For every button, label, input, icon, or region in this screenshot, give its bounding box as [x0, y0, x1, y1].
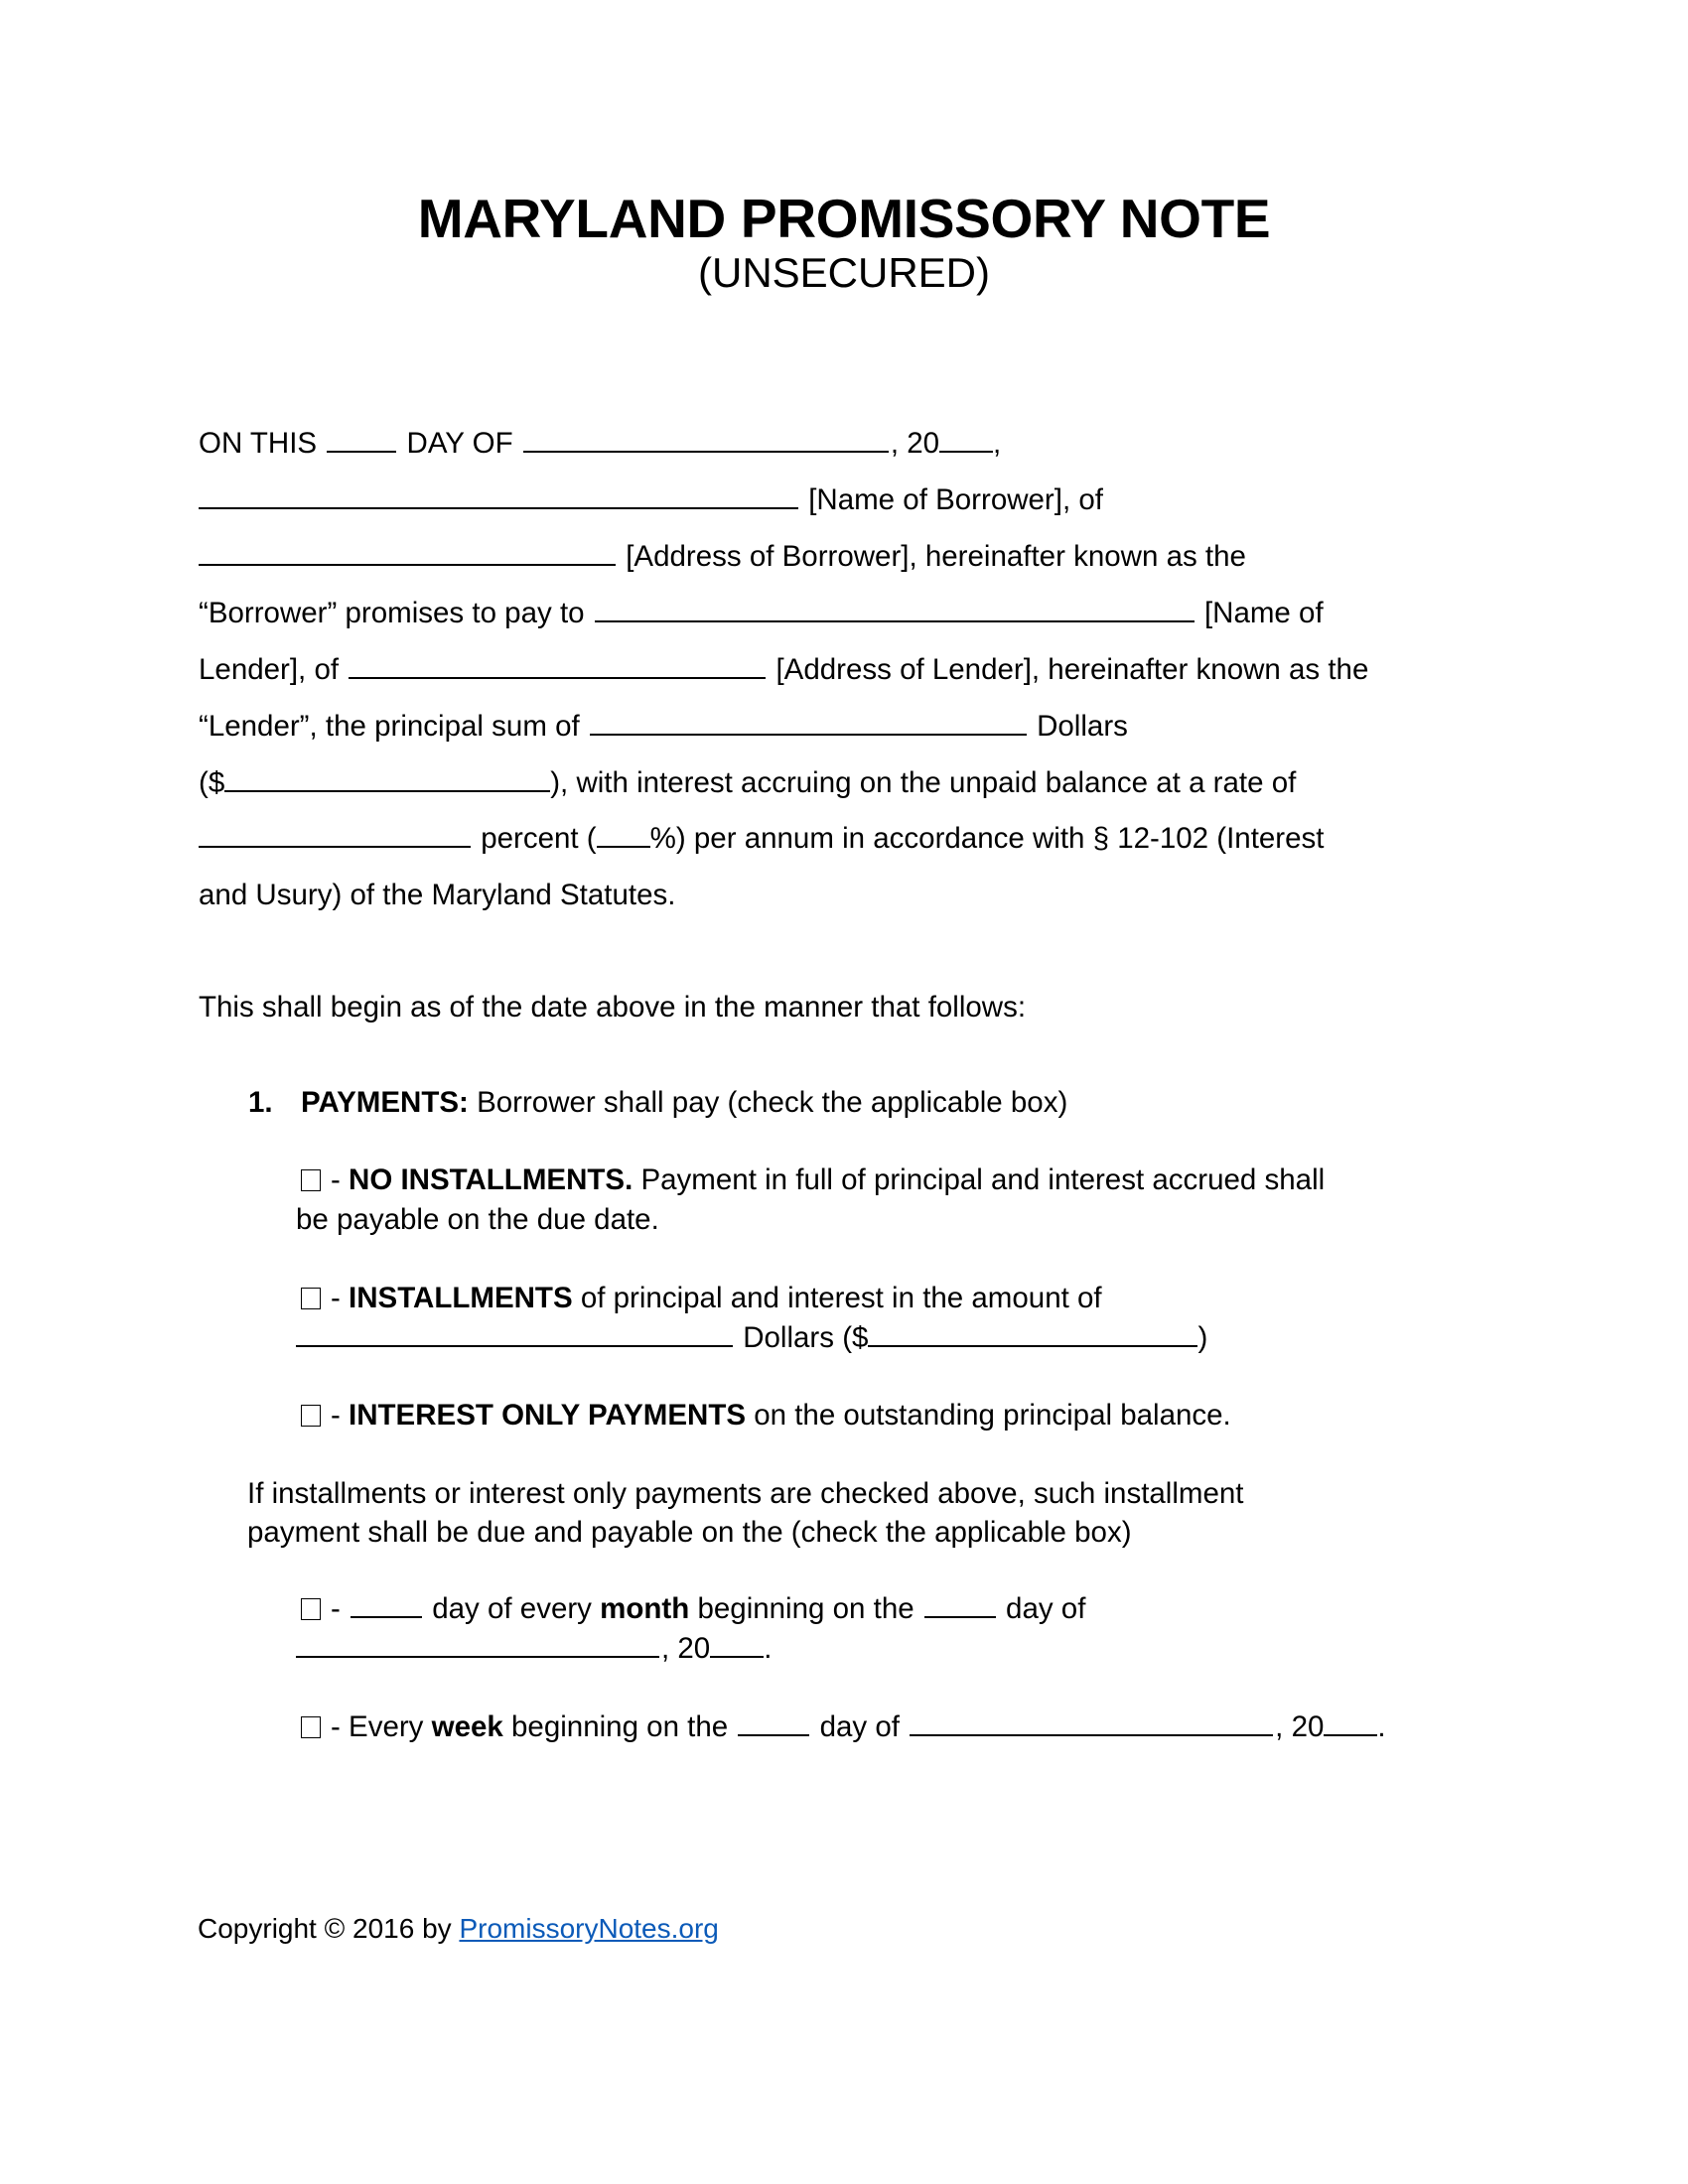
option-text: day of	[1006, 1592, 1086, 1625]
year-blank[interactable]	[939, 427, 993, 453]
intro-text: %) per annum in accordance with § 12-102 (Interest	[649, 822, 1325, 855]
option-label: week	[431, 1710, 503, 1743]
option-text: , 20	[661, 1632, 711, 1665]
intro-text: , 20	[890, 427, 940, 460]
intro-text: Lender], of	[199, 653, 340, 686]
intro-text: “Lender”, the principal sum of	[199, 710, 580, 743]
option-text: , 20	[1275, 1710, 1325, 1743]
intro-text: ON THIS	[199, 427, 318, 460]
intro-text: “Borrower” promises to pay to	[199, 597, 585, 629]
interest-only-checkbox[interactable]	[301, 1405, 321, 1427]
installment-amount-blank[interactable]	[868, 1321, 1197, 1347]
intro-line-7	[199, 766, 1296, 800]
copyright-text: Copyright © 2016 by	[198, 1913, 452, 1944]
weekly-checkbox[interactable]	[301, 1716, 321, 1738]
section-text: Borrower shall pay (check the applicable box)	[477, 1086, 1068, 1119]
intro-text: [Name of	[1203, 597, 1324, 629]
rate-words-blank[interactable]	[199, 822, 471, 848]
option-interest-only	[301, 1399, 1231, 1433]
dash: -	[331, 1282, 341, 1314]
weekly-day-blank[interactable]	[738, 1710, 809, 1736]
section-heading: PAYMENTS:	[301, 1086, 469, 1119]
intro-text: Dollars	[1037, 710, 1128, 743]
schedule-weekly	[301, 1710, 1386, 1744]
option-label: INSTALLMENTS	[349, 1282, 573, 1314]
option-text: .	[1377, 1710, 1386, 1743]
monthly-year-blank[interactable]	[710, 1632, 764, 1658]
borrower-name-blank[interactable]	[199, 483, 798, 509]
document-subtitle: (UNSECURED)	[698, 249, 990, 296]
principal-amount-blank[interactable]	[224, 766, 550, 792]
dash: -	[331, 1163, 341, 1196]
begin-text: This shall begin as of the date above in the manner that follows:	[199, 991, 1027, 1024]
footer	[198, 1912, 719, 1946]
intro-line-3	[199, 540, 1246, 574]
option-text: .	[764, 1632, 773, 1665]
installments-checkbox[interactable]	[301, 1288, 321, 1309]
weekly-month-blank[interactable]	[910, 1710, 1273, 1736]
monthly-day-blank[interactable]	[351, 1592, 422, 1618]
intro-text: percent (	[481, 822, 597, 855]
intro-text: ), with interest accruing on the unpaid balance at a rate of	[550, 766, 1297, 799]
lender-address-blank[interactable]	[349, 653, 766, 679]
rate-percent-blank[interactable]	[597, 822, 650, 848]
option-label: month	[600, 1592, 690, 1625]
lender-name-blank[interactable]	[595, 597, 1195, 622]
option-text: Dollars ($	[743, 1321, 869, 1354]
monthly-checkbox[interactable]	[301, 1598, 321, 1620]
intro-text: ($	[199, 766, 225, 799]
intro-line-9: and Usury) of the Maryland Statutes.	[199, 879, 676, 911]
option-text: on the outstanding principal balance.	[746, 1399, 1231, 1432]
borrower-address-blank[interactable]	[199, 540, 616, 566]
option-text: Payment in full of principal and interest accrued shall	[633, 1163, 1326, 1196]
intro-line-6	[199, 710, 1128, 744]
day-blank[interactable]	[327, 427, 396, 453]
monthly-month-blank[interactable]	[296, 1632, 659, 1658]
intro-line-1	[199, 427, 1001, 461]
intro-text: [Address of Lender], hereinafter known as the	[775, 653, 1369, 686]
monthly-start-day-blank[interactable]	[924, 1592, 996, 1618]
option-label: NO INSTALLMENTS.	[349, 1163, 633, 1196]
schedule-intro-line-1: If installments or interest only payments are checked above, such installment	[247, 1477, 1244, 1510]
schedule-monthly-line2	[296, 1632, 772, 1666]
month-blank[interactable]	[523, 427, 889, 453]
option-text: beginning on the	[697, 1592, 914, 1625]
intro-text: ,	[993, 427, 1002, 460]
intro-text: [Address of Borrower], hereinafter known as the	[626, 540, 1246, 573]
intro-line-2	[199, 483, 1103, 517]
option-text: )	[1197, 1321, 1208, 1354]
option-text: beginning on the	[511, 1710, 729, 1743]
installment-words-blank[interactable]	[296, 1321, 733, 1347]
option-no-installments	[301, 1163, 1325, 1197]
dash: - Every	[331, 1710, 424, 1743]
dash: -	[331, 1399, 341, 1432]
option-text: day of	[819, 1710, 900, 1743]
intro-line-4	[199, 597, 1324, 630]
dash: -	[331, 1592, 341, 1625]
section-1-heading	[248, 1086, 1067, 1120]
weekly-year-blank[interactable]	[1324, 1710, 1377, 1736]
promissorynotes-link[interactable]: PromissoryNotes.org	[459, 1913, 719, 1944]
intro-line-5	[199, 653, 1368, 687]
no-installments-checkbox[interactable]	[301, 1169, 321, 1191]
option-no-installments-line2: be payable on the due date.	[296, 1203, 659, 1236]
option-text: day of every	[432, 1592, 592, 1625]
intro-text: DAY OF	[406, 427, 513, 460]
option-installments	[301, 1282, 1102, 1315]
principal-words-blank[interactable]	[590, 710, 1027, 736]
document-title: MARYLAND PROMISSORY NOTE	[417, 188, 1271, 249]
option-label: INTEREST ONLY PAYMENTS	[349, 1399, 747, 1432]
option-text: of principal and interest in the amount of	[572, 1282, 1102, 1314]
intro-line-8	[199, 822, 1325, 856]
section-number: 1.	[248, 1086, 273, 1119]
schedule-intro-line-2: payment shall be due and payable on the (check the applicable box)	[247, 1516, 1132, 1549]
option-installments-line2	[296, 1321, 1207, 1355]
schedule-monthly	[301, 1592, 1085, 1626]
intro-text: [Name of Borrower], of	[808, 483, 1103, 516]
